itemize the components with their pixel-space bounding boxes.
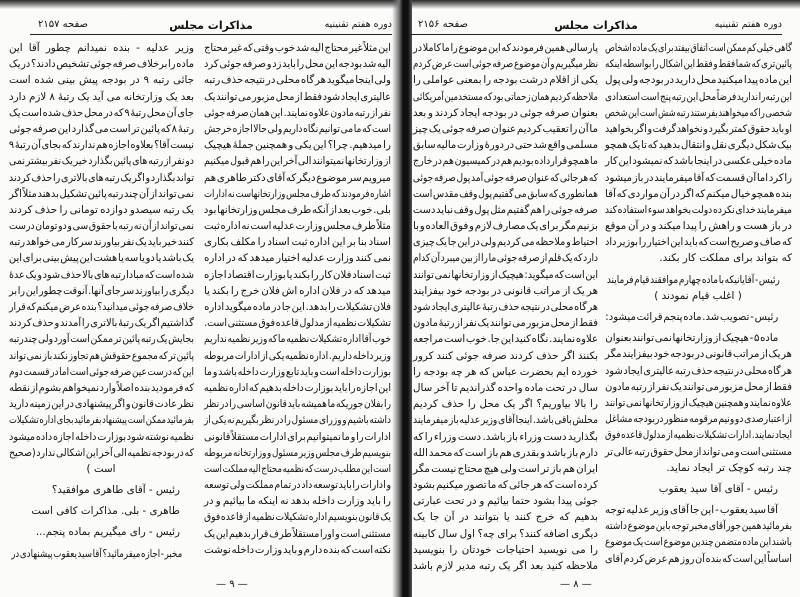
text-line: ملاحظه کنید بعد اگر یک رتبه مدیر لازم باشد	[413, 560, 598, 572]
text-line: ادارات را و ما نمیتوانیم برای ادارات مستقلاً قانونی	[203, 430, 391, 443]
text-line: ایران هم باز تر است ولی هیچ محتاج نیست مگر	[413, 462, 598, 475]
text-line: باشند این ماده متضمن چندین موضوع است یک موضوع	[604, 536, 792, 549]
text-line: مثلاً طرف مجلس وزارت عدلیه است نه اداره ثبت	[204, 220, 391, 233]
text-line: مستثنی است و اورا مستقلاً طرف قرار بدهیم این یک	[203, 527, 391, 540]
text-line: نظر میگیریم و آن موضوع صرفه جوئی است عرض کردم	[413, 58, 598, 71]
text-line: تشکیلات نظمیه از مدلول قاعده فوق مستثنی است.	[204, 317, 391, 330]
text-line: نفر از رتبه مادون علاوه نمایند. این همان صرفه جوئی	[204, 106, 391, 119]
text-line: بعنوان صرفه جوئی در بودجه ایجاد کردند و بعد	[413, 106, 598, 119]
text-line: بنده همچو خیال میکنم که اگر در آن مواردی که آقا	[604, 187, 792, 200]
text-line: را بفلان جوریکه ما همیشه باید قانون اساسی را در نظر	[204, 398, 391, 411]
page-footer-number: — ۹ —	[216, 579, 248, 590]
text-line: خوب آقا اداره تشکیلات نظمیه ما که وزیر نظمیه نداریم	[203, 333, 391, 346]
text-line: در باز هست و راهش را پیدا میکند و در آن موقع	[605, 220, 792, 233]
text-column-left	[8, 40, 194, 562]
text-line: بدهیم که خرج کنند یا بتوانند در آن جا یک	[413, 511, 598, 524]
text-line: بفرمائید همین جور آقای مخبر توجه باین موضوع داشته	[605, 520, 792, 533]
text-line: اسناد بنا بر این اداره ثبت اسناد را مکلف بکاری	[203, 236, 391, 249]
text-line: ملاحظه کردیم همان زحماتی بود که مستخدمین آمریکائی	[412, 90, 598, 103]
text-line: بکنند اگر حذف کردند صرفه جوئی کنند کرور	[412, 349, 598, 362]
text-line: هر یک از مراتب قانونی در بودجه خود بیفزایند	[413, 284, 598, 297]
text-line: احتیاط و ملاحظه می کردیم ولی در این جا یک چیزی	[412, 236, 598, 249]
text-column-right	[604, 40, 792, 567]
text-line: یک رتبه سیصدو دوازده تومانی را حذف کردند	[8, 203, 194, 216]
text-line: این مثلاً غیر محتاج الیه شد خوب وقتی که غیر محتاج	[204, 42, 391, 54]
text-line: ماده را برخلاف صرفه جوئی تشخیص دادند؟ در یک	[8, 58, 195, 71]
text-line: عالیتری ایجاد شود فقط از محل مزبور می توانند یک	[204, 90, 391, 103]
text-line: اساساً این است که بنده آن روز هم عرض کردم آقای	[605, 552, 792, 565]
text-line: سال در تحت ماده واحده گذراندیم تا آخر سال	[412, 381, 598, 394]
text-line: ایجاد نمایند. ادارات تشکیلات نظمیه از مدلول قاعده فوق	[605, 429, 792, 442]
text-line: رتبهٔ ۸ که پائین تر است می گذارد این صرفه جوئی	[9, 122, 194, 135]
text-column-right	[203, 40, 391, 558]
text-line: که بتواند برای مملکت کار بکند.	[659, 252, 792, 265]
text-line: را باید وزارت داخله بدهد نه اینکه ما بیائیم و در	[203, 495, 391, 508]
text-line: این رتبه‌را ندارید فرضاً محل این رتبه پنج است استعدادی	[605, 90, 792, 103]
text-line: این اجازه را باید بوزارت داخله بدهیم که اداره نظمیه	[203, 381, 391, 394]
header-title: مذاکرات مجلس	[169, 19, 253, 32]
text-line: را میدهیم. چرا؟ این یکی و همچنین جملهٔ هیچیک	[203, 139, 391, 152]
text-line: نظر عادت قانون و اگر پیشنهادی در این زمینه دارید	[8, 398, 194, 411]
text-line: تواند بگذارد و اگر یک رتبه های بالاتری را حذف کردند	[8, 171, 194, 184]
text-line: اشاره فرمودند که طرف مجلس وزارتخانهاست نه ادارات	[203, 187, 391, 200]
text-line: از اعتبارصدی دو ونیم مرقومه منظور دربودجه مشاغل	[605, 413, 792, 426]
text-line: بلی. خوب بعد از آنکه طرف مجلس وزارتخانها بود	[203, 203, 391, 216]
text-line: هر گاه محلی در نتیجه حذف رتبه عالیتری ایجاد شود	[605, 364, 792, 377]
header-session: دوره هفتم تقنینیه	[324, 19, 392, 30]
text-line: فلان تشکیلات را بدهد. این جا در ماده میگوید اداره	[204, 301, 391, 313]
text-line: دارد که یک قلم از صرفه جوئی ما را از بین میبرد آن کدام	[413, 252, 598, 265]
page-right	[408, 0, 800, 597]
text-line: نیست آقا؟ بعلاوه اجازه هم ندارند که بجای آن رتبهٔ ۹	[8, 139, 194, 152]
text-line: فقط از محل مزبور می توانند یک نفر از رتبه مادون	[604, 380, 792, 393]
text-line: دارم باز باشد و بقدری هم باز است که محمد الله	[412, 446, 598, 459]
text-line: دیگری اضافه کنند؟ برای چه؟ اول سال کابینه	[412, 527, 598, 540]
text-line: جوئی پیدا بشود حتما بیائیم و در تحت عبارتی	[413, 495, 598, 508]
text-line: کنند خیر باید یک نفر بیاورند سرکار می خواهد رتبه	[9, 236, 195, 249]
speaker-line: رئیس - رای میگیریم بماده پنجم...	[35, 526, 180, 539]
text-line: پائین‌تری که شما فقط و فقط این اشکال را بواسطه اینکه	[605, 58, 792, 71]
text-line: بوزارت داخله است و باید تابع وزارت داخله باشد و ما	[203, 365, 391, 378]
text-line: نمی کنند وزارت عدلیه اختیار میدهد که در اداره	[204, 252, 391, 265]
text-line: همانطوری که سابق می گفتیم پول وقف مقدس است	[413, 187, 598, 200]
text-line: است این مطلب درست که نظمیه محتاج الیه مملکت است	[203, 462, 391, 475]
text-line: ثبت اسناد فلان کار را بکند یا بوزارت اقتصاد اجازه	[204, 268, 391, 281]
text-line: دو نفر از رتبه های پائین بگذارد خیر یک نفر بیشتر نمی	[9, 155, 195, 168]
text-line: بجایش یک رتبه پائین تر ممکن است آورد ولی چندرتبه	[8, 333, 195, 346]
text-line: بفرمائید ممکن است پیشنهاد بفرمائید بجای اداره تشکیلات	[9, 414, 195, 427]
header-page-number: صفحه ۲۱۵۷	[38, 19, 89, 30]
text-line: وزیر عدلیه - بنده نمیدانم چطور آقا این	[8, 42, 194, 54]
speaker-line: ماده ۵ - هیچیک از وزارتخانها نمی توانند بعنوان	[605, 332, 779, 345]
text-line: محلش باقی باشد. اینجا آقای وزیر عدلیه باز میفرمایند	[413, 414, 598, 427]
text-line: بعد یک وزارتخانه می آید یک رتبهٔ ۸ لازم دارد	[9, 90, 194, 103]
page-header	[30, 18, 392, 35]
text-line: نمی تواند از آن نه رتبه با حقوق سی و دو تومان درست	[8, 220, 195, 233]
text-line: این که درست عین صرفه جوئی است اما در قسمت دوم	[8, 365, 195, 378]
text-line: گاهی خیلی کم ممکن است اتفاق بیفتد برای یک ماده اشخاص	[604, 42, 792, 54]
text-line: هر گاه محلی در نتیجه حذف رتبهٔ عالیتری ایجاد شود	[413, 301, 598, 313]
speaker-line: رئیس - آقای آقا سید یعقوب	[658, 482, 778, 495]
text-line: بیک شکل دیگری نقل و انتقال بدهید که تا یک همچو	[604, 139, 792, 152]
text-line: که صاف و صریح است که باید این اختیار را بوزیر داد	[605, 236, 792, 249]
page-footer-number: — ۸ —	[560, 579, 592, 590]
text-line: ( اغلب قیام نمودند )	[654, 289, 742, 302]
speaker-line: مخبر - اجازه میفرمائید؟ آقا سید یعقوب پیشنهادی در	[11, 547, 183, 560]
speaker-line: رئیس - آقایانیکه با ماده چهارم موافقند قیام فرمایند	[606, 273, 780, 286]
text-line: شخصی را که میخواهند بفرستند رتبه شش است این شخص	[604, 106, 792, 119]
header-title: مذاکرات مجلس	[554, 19, 638, 32]
text-line: داشته باشیم و وزرای مسئول را در نظر بگیریم نه یکی از	[203, 414, 391, 427]
text-line: ماده خیلی عکسی در اینجا باشد که نمیشود این کار	[605, 155, 792, 168]
text-line: که فرمودید بنده اصلاً وارد نمیخواهم بشوم از نقطه	[9, 381, 194, 394]
header-page-number: صفحه ۲۱۵۶	[418, 19, 469, 30]
page-left	[0, 0, 396, 597]
text-line: ولی اینجا میگوید هر گاه محلی در نتیجه حذف رتبه	[203, 74, 391, 87]
text-line: او باید حقوق کمتر بگیرد و نخواهد گرفت و اگر بخواهید	[605, 122, 792, 135]
text-line: دیگری را بیاورند سرجای آنها. آنوقت چطور این را بر	[9, 284, 194, 297]
text-line: هر یک از مراتب قانونی در بودجه خود بیفزایند مگر	[605, 348, 792, 361]
text-line: این ماده پیدا میکنید محل دارید در بودجه ولی پول	[605, 74, 792, 87]
text-line: علاوه نمایند و همچنین هیچیک از وزارتخانها نمی توانند	[604, 396, 792, 409]
speaker-line: طاهری - بلی. مذاکرات کافی است	[31, 505, 180, 518]
text-line: گذاشتیم اگر یک رتبهٔ بالاتری را آمدند و حذف کردند	[9, 317, 194, 330]
text-line: جای آن محل رتبهٔ ۹ که در محل حذف شده است یک	[8, 106, 194, 119]
text-line: است )	[86, 462, 116, 475]
page-header	[410, 18, 782, 35]
text-line: خلاف صرفه جوئی میدانید؟ بنده عرض میکنم که قرار	[9, 301, 194, 313]
text-line: ما آن را تعقیب کردیم عنوان صرفه جوئی یک چیز	[412, 122, 598, 135]
text-line: بگذارید دست وزراء باز باشد. دست وزراء را که	[413, 430, 598, 443]
text-line: یک قانون بنویسیم اداره تشکیلات نظمیه از قاعده فوق	[203, 511, 391, 524]
text-line: میفرمایند خدای نکرده دولت بخواهد سوء استفاده کند	[604, 203, 792, 216]
text-line: مسلمی واقع شد حتی در دورهٔ وزارت مالیه سابق	[412, 139, 598, 152]
text-line: علاوه نمایند. نگاه کنید این جا. خوب است مراجعه	[413, 333, 598, 346]
text-line: ما همچو قرارداده بودیم هم در کمیسیون هم در خارج	[413, 155, 598, 168]
text-line: صرفه جوئی را هم گفتیم مثل پول وقف نباید دست	[412, 203, 598, 216]
text-line: را می نویسید احتیاجات خودتان را بنویسید	[413, 543, 598, 556]
text-line: شده است که مبادا رتبه های بالا حذف شود و یک عدهٔ	[9, 268, 194, 281]
text-line: خورده ایم بحضرت عباس که هر چه بودجه را	[413, 365, 598, 378]
text-line: پائین تر که مجموع حقوقش هم تجاوز نکند باز نمی تواند	[9, 349, 195, 362]
text-line: است که ما می توانیم نگاه داریم ولی حالا اجازه خرجش	[204, 122, 391, 135]
text-line: کرده است که هر جائی که ما تصور میکنیم بشود	[413, 479, 598, 492]
speaker-line: آقا سید یعقوب - این جا آقای وزیر عدلیه توجه	[605, 504, 778, 517]
text-line: میرویم سر موضوع دیگر که آقای دکتر طاهری هم	[204, 171, 391, 184]
text-line: پارسالی همین فرمودند که این موضوع را ما کاملا در	[413, 42, 598, 54]
text-line: جائی رتبه ۹ در بودجه پیش بینی شده است	[9, 74, 194, 87]
text-line: یکی از اقلام درشت بودجه را بمعنی عواملی را	[413, 74, 598, 87]
text-line: این است که میگوید: هیچیک از وزارتخانها نمی توانند	[413, 268, 598, 281]
text-line: میدهد که در فلان اداره اش فلان خرج را بکند یا	[203, 284, 391, 297]
text-line: الیه شد بودجه این محل را باید زد و صرفه جوئی کرد	[204, 58, 391, 71]
text-line: بنویسیم طرف مجلس وزیر مسئول و وزارتخانه مربوطه	[203, 446, 391, 459]
text-line: که در بودجه نظمیه الی آخر این اشکالی ندارد (صحیح	[8, 446, 195, 459]
text-line: که هرجائی که عنوان صرفه جوئی آمد پول صرفه جوئی	[412, 171, 598, 184]
text-line: نمی تواند از آن چند رتبه پائین تشکیل بدهند مثلاً اگر	[8, 187, 194, 200]
text-line: وزیر داخله داریم. اداره نظمیه یکی از ادارات مربوطه	[203, 349, 391, 362]
speaker-line: رئیس - آقای طاهری موافقید؟	[51, 484, 180, 497]
text-line: را کرد اما آن قسمت که آقا میفرمایند در باز میشود	[605, 171, 792, 184]
text-line: چند رتبه کوچک تر ایجاد نماید.	[666, 461, 792, 474]
text-line: بزنیم مگر برای یک مصارف لازم و فوق العاده و با	[413, 220, 598, 233]
speaker-line: رئیس - تصویب شد. ماده پنجم قرائت میشود:	[605, 311, 779, 323]
text-line: نکته است که بنده دارم و باید وزارت داخله نوشت	[204, 543, 391, 556]
text-line: فقط از محل مزبور می توانند یک نفر از رتبهٔ مادون	[413, 317, 598, 330]
text-line: یک باشد یا دو یا سه یا هشت این پیش بینی برای این	[8, 252, 194, 265]
text-line: مستثنی است و می تواند از محل حقوق رتبه عالی تر	[604, 445, 792, 458]
text-line: را بالا بیاوریم؟ اگر یک محل را حذف کردیم	[412, 398, 598, 411]
text-line: و ادارات را باید توسعه داد در تمام مملکت ولی توسعه	[204, 479, 391, 492]
text-column-left	[412, 40, 598, 574]
text-line: از وزارتخانها نمیتوانند الی آخر این را هم قبول میکنیم	[204, 155, 391, 168]
header-session: دوره هفتم تقنینیه	[714, 19, 782, 30]
text-line: نظمیه نوشته شود بوزارت داخله اجازه داده میشود	[9, 430, 194, 443]
